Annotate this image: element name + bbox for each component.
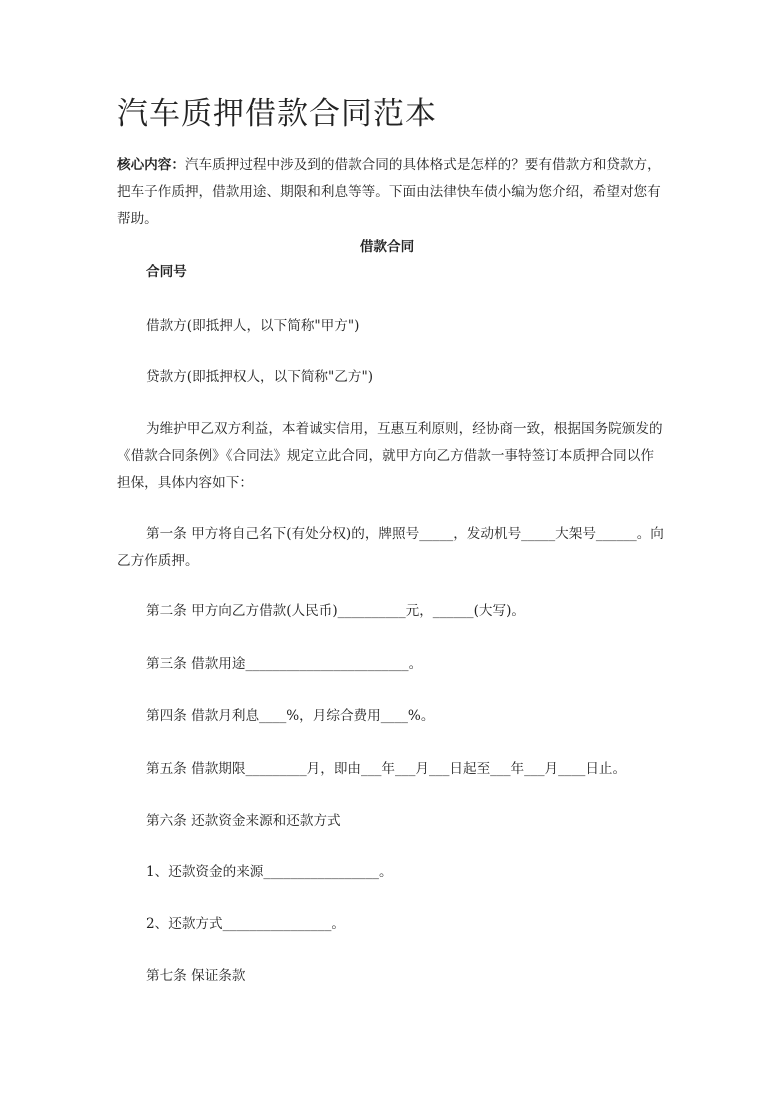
- article-6: 第六条 还款资金来源和还款方式: [146, 813, 341, 829]
- summary-label: 核心内容：: [117, 157, 185, 173]
- article-7: 第七条 保证条款: [146, 968, 246, 984]
- borrower-line: 借款方(即抵押人，以下简称"甲方"): [146, 318, 360, 334]
- article-6-item-1: 1、还款资金的来源_________________。: [146, 864, 393, 880]
- contract-heading: 借款合同: [359, 239, 415, 255]
- lender-line: 贷款方(即抵押权人，以下简称"乙方"): [146, 369, 374, 385]
- article-1: 第一条 甲方将自己名下(有处分权)的，牌照号_____，发动机号_____大架号______。向乙方作质押。: [117, 526, 664, 569]
- summary-paragraph: [117, 152, 669, 233]
- preamble-paragraph: 为维护甲乙双方利益，本着诚实信用，互惠互利原则，经协商一致，根据国务院颁发的《借款合同条例》《合同法》规定立此合同，就甲方向乙方借款一事特签订本质押合同以作担保，具体内容如下：: [117, 421, 663, 491]
- contract-number-label: 合同号: [146, 264, 187, 280]
- article-4: 第四条 借款月利息____%，月综合费用____%。: [146, 708, 435, 724]
- article-6-item-2: 2、还款方式________________。: [146, 916, 345, 932]
- article-2: 第二条 甲方向乙方借款(人民币)__________元，______(大写)。: [146, 603, 525, 619]
- summary-text: 汽车质押过程中涉及到的借款合同的具体格式是怎样的？要有借款方和贷款方，把车子作质押，借款用途、期限和利息等等。下面由法律快车债小编为您介绍，希望对您有帮助。: [117, 157, 661, 227]
- document-title: 汽车质押借款合同范本: [117, 96, 437, 132]
- article-3: 第三条 借款用途________________________。: [146, 656, 423, 672]
- article-5: 第五条 借款期限_________月，即由___年___月___日起至___年___月____日止。: [146, 761, 627, 777]
